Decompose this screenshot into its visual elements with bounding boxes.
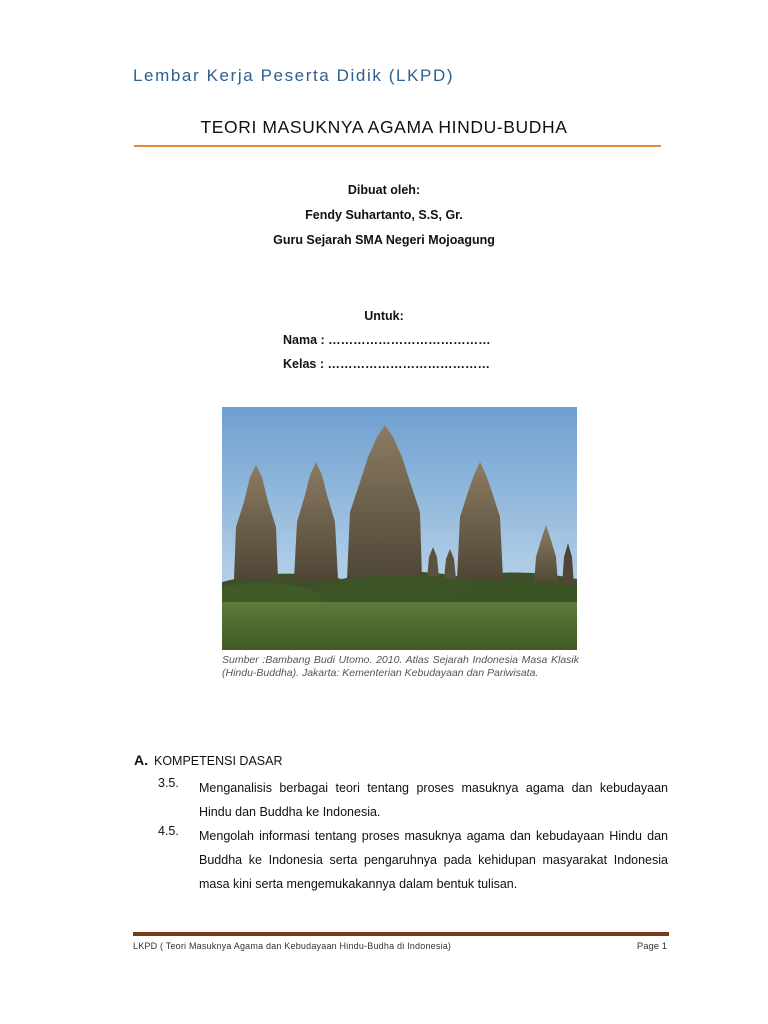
- title-underline: [134, 145, 661, 147]
- author-role: Guru Sejarah SMA Negeri Mojoagung: [273, 233, 495, 247]
- author-name: Fendy Suhartanto, S.S, Gr.: [305, 208, 463, 222]
- recipient-label: Untuk:: [364, 309, 404, 323]
- competency-text: Mengolah informasi tentang proses masuknya agama dan kebudayaan Hindu dan Buddha ke Indonesia serta pengaruhnya pada kehidupan masyarakat Indonesia masa kini serta mengemukakannya dalam bentuk tulisan.: [199, 829, 668, 891]
- section-a-heading: [134, 752, 283, 768]
- competency-number: 4.5.: [158, 824, 179, 838]
- competency-number: 3.5.: [158, 776, 179, 790]
- page-number: Page 1: [636, 941, 667, 952]
- footer-rule: [133, 932, 669, 936]
- section-title: KOMPETENSI DASAR: [154, 754, 283, 768]
- temple-photo: [222, 407, 577, 650]
- section-letter: A.: [134, 752, 148, 768]
- page-title: TEORI MASUKNYA AGAMA HINDU-BUDHA: [200, 117, 568, 137]
- name-field: Nama : …………………………………: [283, 333, 491, 347]
- competency-text: Menganalisis berbagai teori tentang proses masuknya agama dan kebudayaan Hindu dan Buddha ke Indonesia.: [199, 781, 668, 819]
- figure-caption: Sumber :Bambang Budi Utomo. 2010. Atlas Sejarah Indonesia Masa Klasik (Hindu-Buddha). Jakarta: Kementerian Kebudayaan dan Pariwisata.: [222, 654, 579, 679]
- author-label: Dibuat oleh:: [347, 183, 421, 197]
- footer-document-label: LKPD ( Teori Masuknya Agama dan Kebudayaan Hindu-Budha di Indonesia): [133, 941, 452, 951]
- document-header: Lembar Kerja Peserta Didik (LKPD): [133, 66, 455, 85]
- prambanan-temple-image: [222, 407, 577, 650]
- class-field: Kelas : …………………………………: [283, 357, 490, 371]
